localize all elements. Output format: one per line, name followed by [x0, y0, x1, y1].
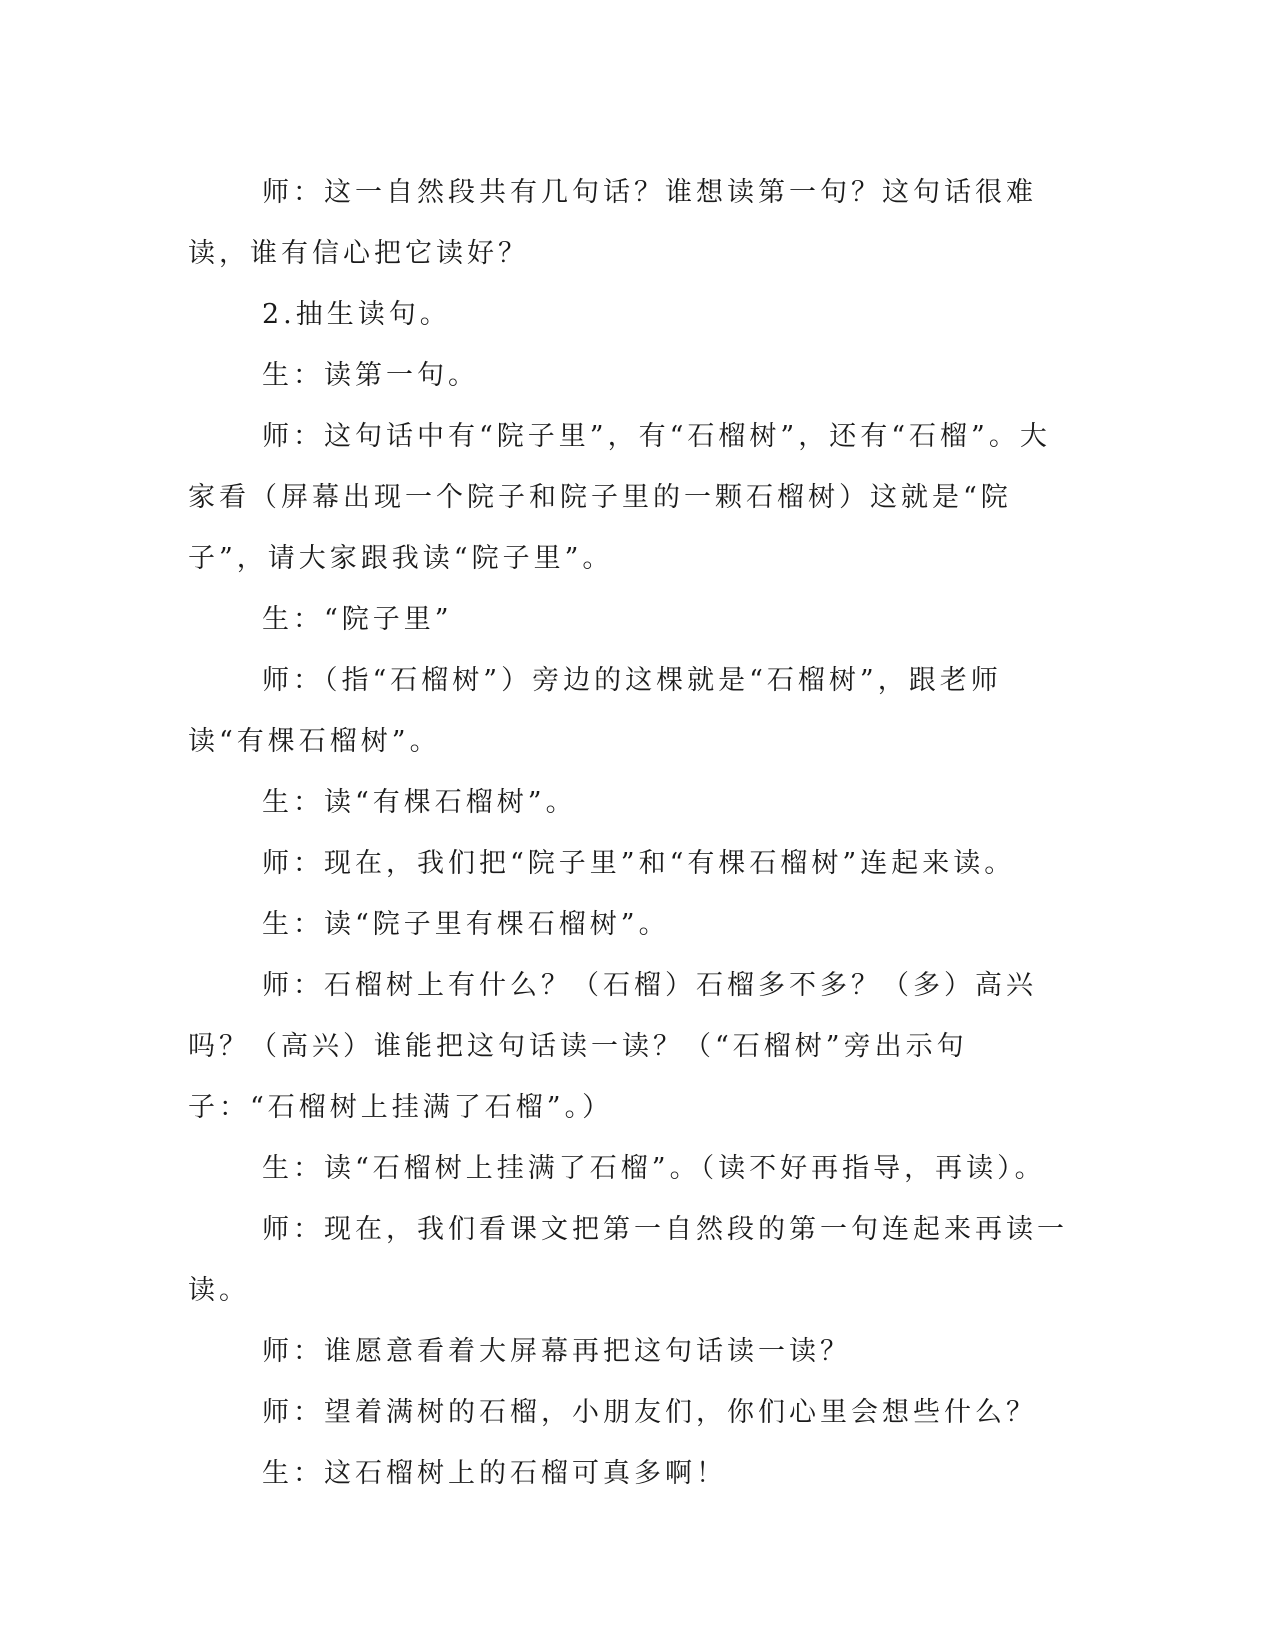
paragraph-teacher-tree: 师：（指“石榴树”）旁边的这棵就是“石榴树”，跟老师读“有棵石榴树”。	[188, 665, 1002, 757]
paragraph-step-2: 2.抽生读句。	[262, 299, 451, 330]
paragraph-teacher-question: 师：这一自然段共有几句话？谁想读第一句？这句话很难读，谁有信心把它读好？	[188, 177, 1037, 269]
paragraph-teacher-pomegranates: 师：石榴树上有什么？（石榴）石榴多不多？（多）高兴吗？（高兴）谁能把这句话读一读？（“石榴树”旁出示句子：“石榴树上挂满了石榴”。）	[188, 970, 1037, 1123]
paragraph-student-full-tree: 生：读“石榴树上挂满了石榴”。（读不好再指导，再读）。	[262, 1153, 1046, 1184]
paragraph-student-tree: 生：读“有棵石榴树”。	[262, 787, 577, 818]
paragraph-student-read-first: 生：读第一句。	[262, 360, 479, 391]
paragraph-teacher-screen: 师：谁愿意看着大屏幕再把这句话读一读？	[262, 1336, 851, 1367]
document-body	[188, 162, 1073, 1504]
paragraph-teacher-reread: 师：现在，我们看课文把第一自然段的第一句连起来再读一读。	[188, 1214, 1068, 1306]
paragraph-student-many: 生：这石榴树上的石榴可真多啊！	[262, 1458, 727, 1489]
paragraph-teacher-think: 师：望着满树的石榴，小朋友们，你们心里会想些什么？	[262, 1397, 1037, 1428]
paragraph-student-courtyard: 生：“院子里”	[262, 604, 453, 635]
paragraph-teacher-connect: 师：现在，我们把“院子里”和“有棵石榴树”连起来读。	[262, 848, 1016, 879]
paragraph-student-connect: 生：读“院子里有棵石榴树”。	[262, 909, 670, 940]
paragraph-teacher-courtyard: 师：这句话中有“院子里”，有“石榴树”，还有“石榴”。大家看（屏幕出现一个院子和院子里的一颗石榴树）这就是“院子”，请大家跟我读“院子里”。	[188, 421, 1051, 574]
